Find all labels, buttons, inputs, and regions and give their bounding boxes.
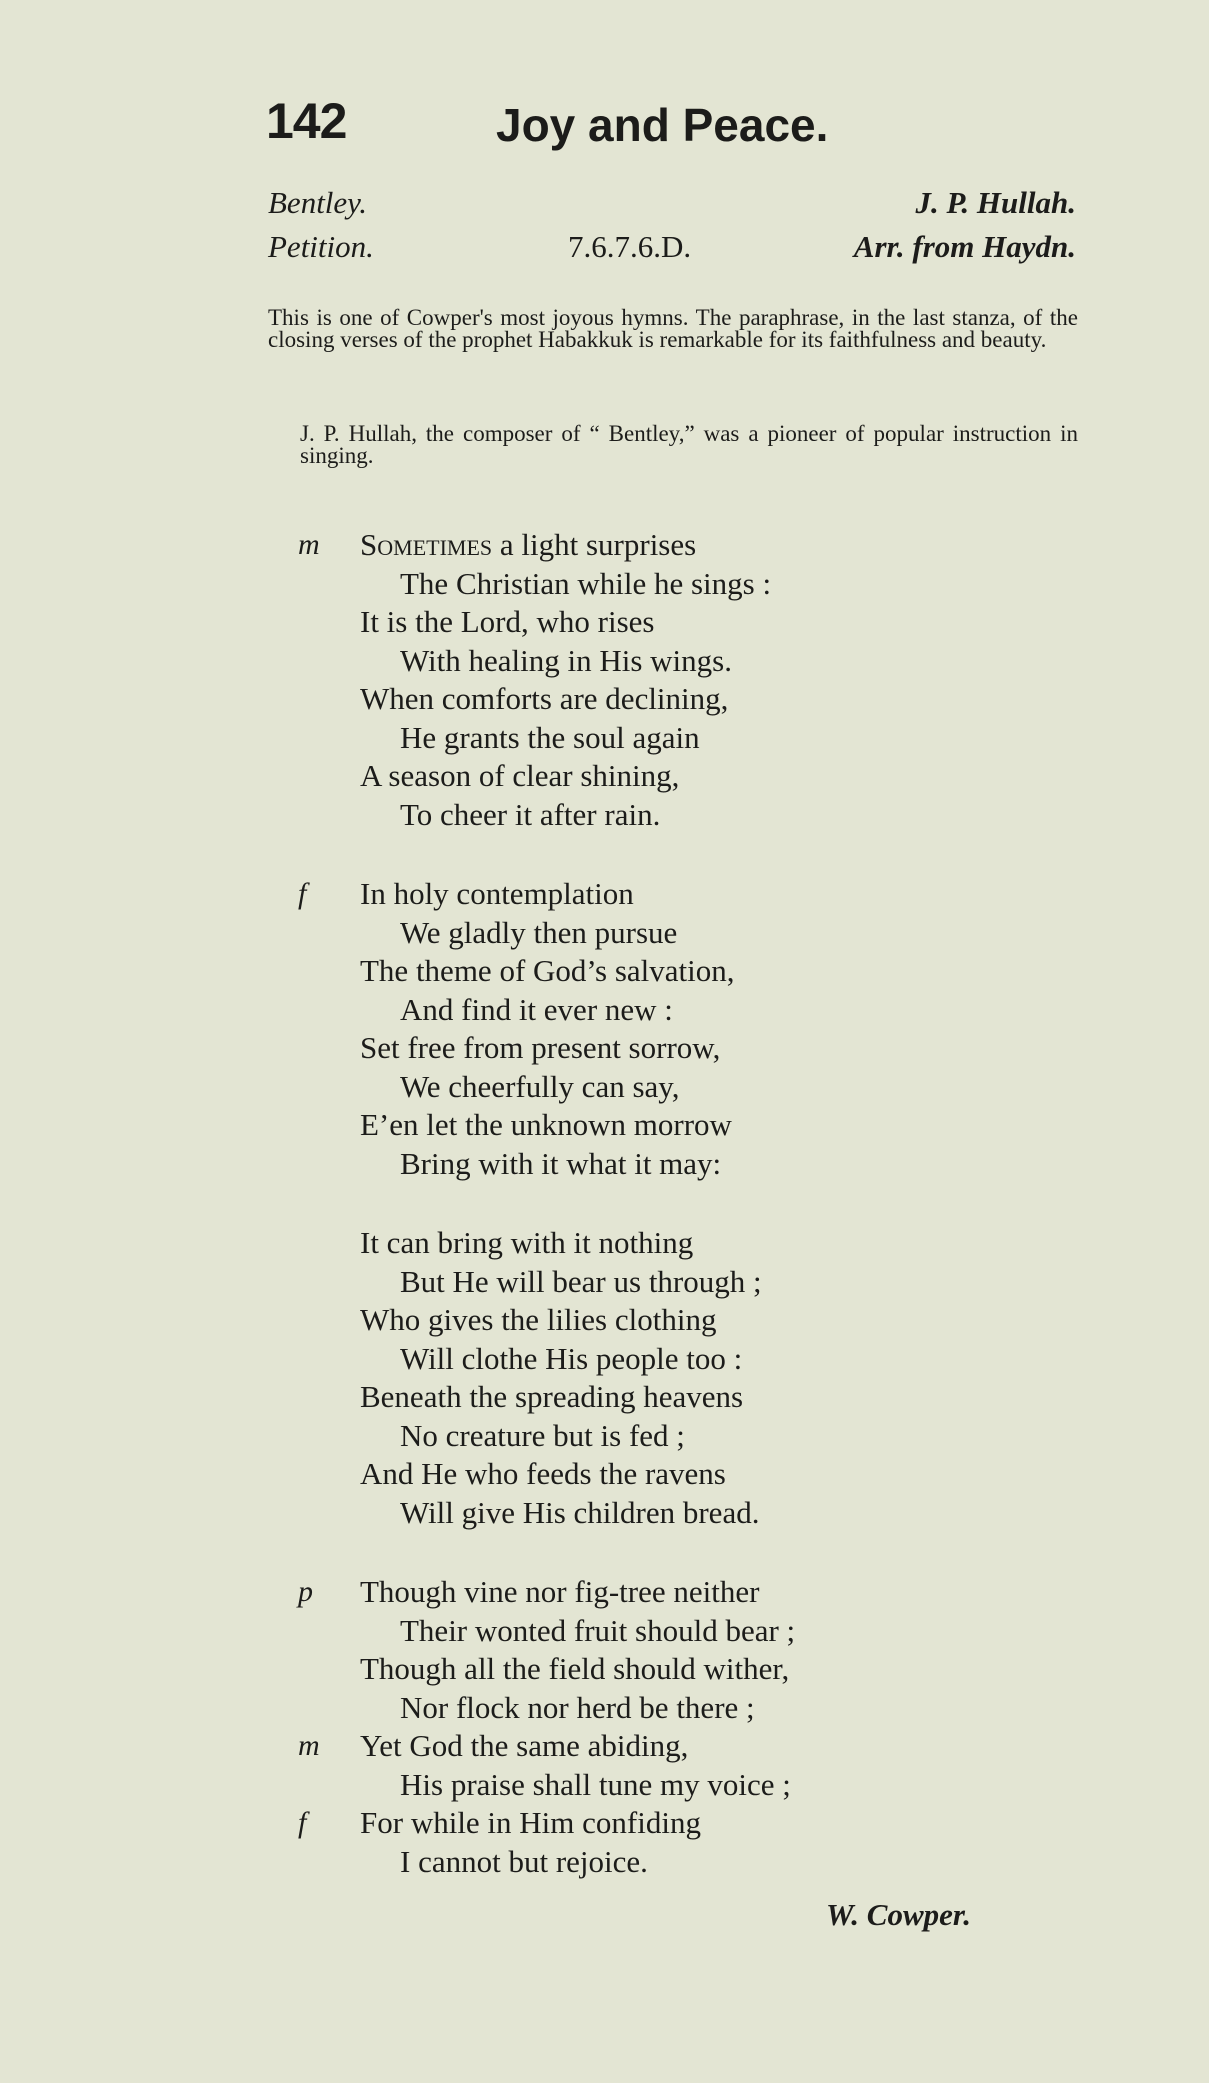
hymn-line xyxy=(300,1689,1080,1728)
hymn-line xyxy=(300,719,1080,758)
hymn-line-text: Nor flock nor herd be there ; xyxy=(400,1689,755,1725)
hymn-line-text: Who gives the lilies clothing xyxy=(360,1302,717,1337)
hymn-line-text: To cheer it after rain. xyxy=(400,796,661,832)
hymn-line-text: Yet God the same abiding, xyxy=(360,1728,689,1763)
tune-name: Bentley. xyxy=(268,185,367,220)
hymn-line-text: The Christian while he sings : xyxy=(400,565,772,601)
hymn-line xyxy=(300,1224,1080,1263)
hymn-line xyxy=(300,1106,1080,1145)
stanza-3 xyxy=(300,1224,1080,1532)
page-title: Joy and Peace. xyxy=(496,99,829,151)
hymn-line xyxy=(300,603,1080,642)
hymn-line xyxy=(300,1378,1080,1417)
hymn-line xyxy=(300,1650,1080,1689)
hymn-line xyxy=(300,680,1080,719)
dynamic-mark: m xyxy=(298,528,320,561)
hymn-line-text: I cannot but rejoice. xyxy=(400,1843,648,1879)
hymn-line-text: Will clothe His people too : xyxy=(400,1340,743,1376)
hymn-line-text: We gladly then pursue xyxy=(400,914,678,950)
hymn-line xyxy=(300,1263,1080,1302)
hymn-line xyxy=(300,1417,1080,1456)
hymn-line xyxy=(300,642,1080,681)
hymn-line-text: Sometimes a light surprises xyxy=(360,527,697,562)
tune-row-secondary xyxy=(268,229,1076,273)
hymn-line-text: He grants the soul again xyxy=(400,719,700,755)
hymn-line xyxy=(300,991,1080,1030)
hymn-line-text: Set free from present sorrow, xyxy=(360,1030,721,1065)
hymn-line-text: The theme of God’s salvation, xyxy=(360,953,735,988)
dynamic-mark: p xyxy=(298,1575,313,1608)
note-paragraph-1: This is one of Cowper's most joyous hymns. The paraphrase, in the last stanza, of the closing verses of the prophet Habakkuk is remarkable for its faithfulness and beauty. xyxy=(268,305,1078,352)
hymn-line-text: We cheerfully can say, xyxy=(400,1068,680,1104)
hymn-line xyxy=(300,1843,1080,1882)
hymn-line-text: When comforts are declining, xyxy=(360,681,729,716)
hymn-line-text: E’en let the unknown morrow xyxy=(360,1107,732,1142)
hymn-line xyxy=(300,1727,1080,1766)
hymn-line-text: Beneath the spreading heavens xyxy=(360,1379,744,1414)
hymn-line xyxy=(300,1494,1080,1533)
hymn-line-text: Bring with it what it may: xyxy=(400,1145,722,1181)
hymn-line-text: Their wonted fruit should bear ; xyxy=(400,1612,796,1648)
hymn-line xyxy=(300,875,1080,914)
dynamic-mark: f xyxy=(298,1806,307,1839)
hymn-line-text: In holy contemplation xyxy=(360,876,634,911)
hymn-line xyxy=(300,952,1080,991)
stanza-gap xyxy=(300,1183,1080,1224)
hymn-line-text: And He who feeds the ravens xyxy=(360,1456,726,1491)
dynamic-mark: f xyxy=(298,877,307,910)
hymn-line xyxy=(300,1612,1080,1651)
tune-meter: 7.6.7.6.D. xyxy=(568,229,692,264)
hymn-line-text: No creature but is fed ; xyxy=(400,1417,685,1453)
tune-info xyxy=(268,185,1076,273)
hymn-text xyxy=(300,526,1080,1881)
hymn-line xyxy=(300,796,1080,835)
hymn-line xyxy=(300,1145,1080,1184)
hymn-line xyxy=(300,526,1080,565)
hymn-line xyxy=(300,757,1080,796)
hymn-line xyxy=(300,1301,1080,1340)
hymn-line-text: And find it ever new : xyxy=(400,991,673,1027)
hymn-line-text: It is the Lord, who rises xyxy=(360,604,655,639)
hymn-line xyxy=(300,1573,1080,1612)
hymn-line-text: Though vine nor fig-tree neither xyxy=(360,1574,760,1609)
hymn-line xyxy=(300,1766,1080,1805)
hymn-line-text: But He will bear us through ; xyxy=(400,1263,762,1299)
hymn-line-text: A season of clear shining, xyxy=(360,758,680,793)
stanza-4 xyxy=(300,1573,1080,1881)
hymn-line-text: It can bring with it nothing xyxy=(360,1225,694,1260)
stanza-2 xyxy=(300,875,1080,1183)
stanza-1 xyxy=(300,526,1080,834)
hymn-line xyxy=(300,914,1080,953)
dynamic-mark: m xyxy=(298,1729,320,1762)
stanza-gap xyxy=(300,1532,1080,1573)
hymn-line xyxy=(300,1340,1080,1379)
hymn-line xyxy=(300,1068,1080,1107)
hymn-line-text: Though all the field should wither, xyxy=(360,1651,790,1686)
hymn-line-text: Will give His children bread. xyxy=(400,1494,760,1530)
note-paragraph-2 xyxy=(268,423,1078,467)
hymn-line-text: His praise shall tune my voice ; xyxy=(400,1766,791,1802)
stanza-gap xyxy=(300,834,1080,875)
note-paragraph-2-text: J. P. Hullah, the composer of “ Bentley,” was a pioneer of popular instruction in singing. xyxy=(300,421,1078,468)
hymn-line xyxy=(300,1804,1080,1843)
page-number: 142 xyxy=(266,93,347,149)
author-credit: W. Cowper. xyxy=(826,1897,971,1932)
tune-arrangement: Arr. from Haydn. xyxy=(853,229,1076,264)
hymn-line xyxy=(300,1029,1080,1068)
tune-row-primary xyxy=(268,185,1076,229)
hymn-line-text: With healing in His wings. xyxy=(400,642,732,678)
tune-composer: J. P. Hullah. xyxy=(915,185,1076,220)
hymn-line xyxy=(300,1455,1080,1494)
tune-alt-name: Petition. xyxy=(268,229,374,264)
hymn-line xyxy=(300,565,1080,604)
hymn-line-text: For while in Him confiding xyxy=(360,1805,701,1840)
